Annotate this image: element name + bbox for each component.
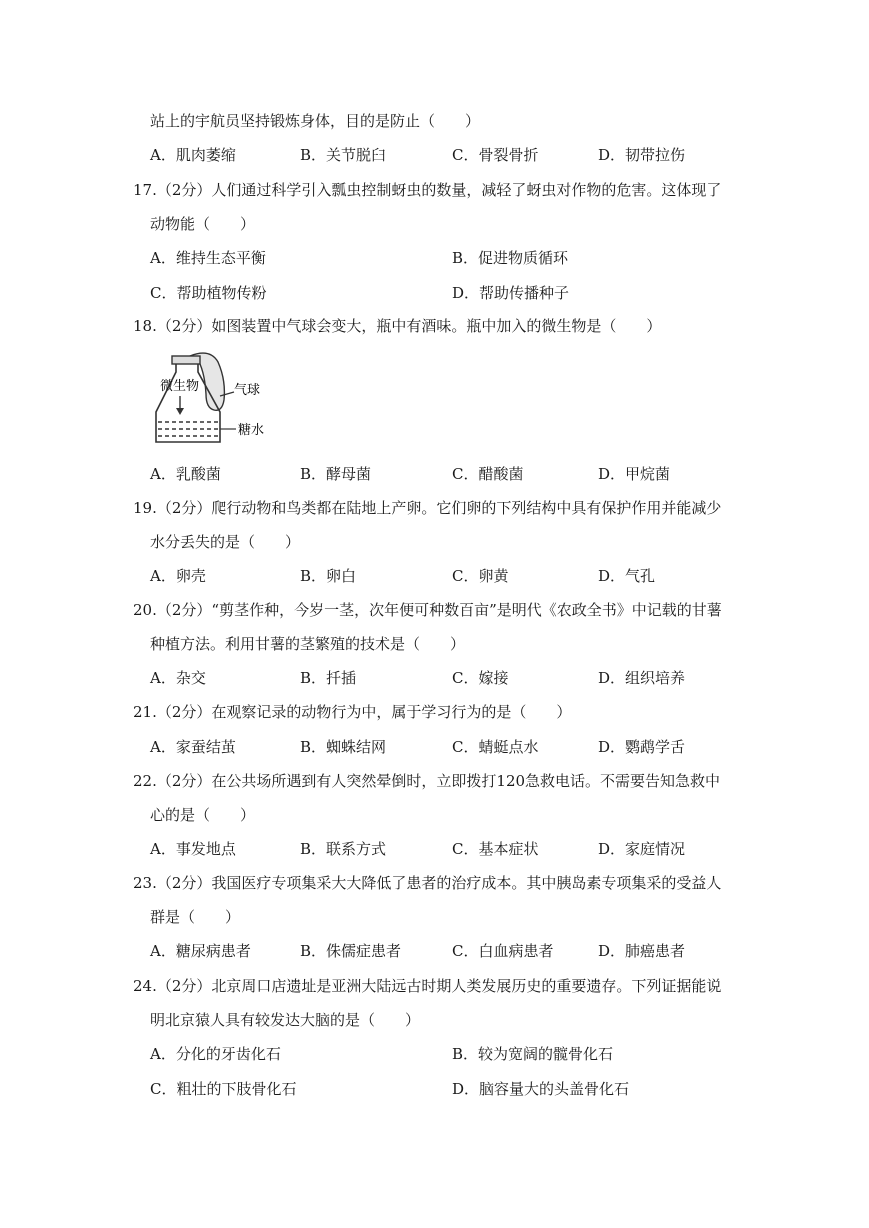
q20-stem-line2: 种植方法。利用甘薯的茎繁殖的技术是（ ） [150, 635, 466, 653]
q22-option-d: D．家庭情况 [598, 840, 686, 858]
q23-option-d: D．肺癌患者 [598, 942, 686, 960]
balloon-label: 气球 [234, 383, 261, 398]
fermentation-flask-figure [150, 350, 280, 450]
sugar-water-fill [158, 422, 218, 436]
q22-option-b: B．联系方式 [300, 840, 387, 858]
q20-option-c: C．嫁接 [452, 669, 509, 687]
q24-stem-line2: 明北京猿人具有较发达大脑的是（ ） [150, 1011, 421, 1029]
microbe-label: 微生物 [160, 379, 200, 394]
q24-stem-line1: 24.（2分）北京周口店遗址是亚洲大陆远古时期人类发展历史的重要遗存。下列证据能说 [133, 977, 722, 995]
q18-option-d: D．甲烷菌 [598, 465, 671, 483]
q16-option-a: A．肌肉萎缩 [150, 146, 236, 164]
q20-option-d: D．组织培养 [598, 669, 686, 687]
q17-option-c: C．帮助植物传粉 [150, 284, 267, 302]
q24-option-b: B．较为宽阔的髋骨化石 [452, 1045, 614, 1063]
q23-stem-line1: 23.（2分）我国医疗专项集采大大降低了患者的治疗成本。其中胰岛素专项集采的受益人 [133, 874, 722, 892]
q22-stem-line1: 22.（2分）在公共场所遇到有人突然晕倒时，立即拨打120急救电话。不需要告知急救中 [133, 772, 721, 790]
q19-option-d: D．气孔 [598, 567, 656, 585]
q22-option-c: C．基本症状 [452, 840, 539, 858]
q19-stem-line1: 19.（2分）爬行动物和鸟类都在陆地上产卵。它们卵的下列结构中具有保护作用并能减少 [133, 499, 722, 517]
q17-stem-line1: 17.（2分）人们通过科学引入瓢虫控制蚜虫的数量，减轻了蚜虫对作物的危害。这体现了 [133, 181, 722, 199]
q17-option-a: A．维持生态平衡 [150, 249, 266, 267]
q22-option-a: A．事发地点 [150, 840, 236, 858]
q24-option-a: A．分化的牙齿化石 [150, 1045, 281, 1063]
q23-option-c: C．白血病患者 [452, 942, 554, 960]
q17-stem-line2: 动物能（ ） [150, 215, 256, 233]
q21-option-b: B．蜘蛛结网 [300, 738, 387, 756]
q21-option-a: A．家蚕结茧 [150, 738, 236, 756]
q21-option-c: C．蜻蜓点水 [452, 738, 539, 756]
q16-stem: 站上的宇航员坚持锻炼身体，目的是防止（ ） [150, 112, 481, 130]
flask-diagram [150, 350, 280, 450]
q16-option-c: C．骨裂骨折 [452, 146, 539, 164]
sugar-water-label: 糖水 [238, 423, 265, 438]
q20-stem-line1: 20.（2分）“剪茎作种，今岁一茎，次年便可种数百亩”是明代《农政全书》中记载的甘薯 [133, 601, 722, 619]
q23-option-a: A．糖尿病患者 [150, 942, 251, 960]
q19-option-a: A．卵壳 [150, 567, 206, 585]
q20-option-a: A．杂交 [150, 669, 206, 687]
microbe-arrowhead [176, 408, 184, 415]
q19-stem-line2: 水分丢失的是（ ） [150, 533, 301, 551]
q24-option-c: C．粗壮的下肢骨化石 [150, 1080, 297, 1098]
q17-option-b: B．促进物质循环 [452, 249, 569, 267]
q21-stem: 21.（2分）在观察记录的动物行为中，属于学习行为的是（ ） [133, 703, 572, 721]
flask-mouth [172, 356, 200, 364]
q16-option-b: B．关节脱臼 [300, 146, 387, 164]
q24-option-d: D．脑容量大的头盖骨化石 [452, 1080, 630, 1098]
q21-option-d: D．鹦鹉学舌 [598, 738, 686, 756]
q23-stem-line2: 群是（ ） [150, 908, 241, 926]
q20-option-b: B．扦插 [300, 669, 357, 687]
q22-stem-line2: 心的是（ ） [150, 806, 256, 824]
q18-stem: 18.（2分）如图装置中气球会变大，瓶中有酒味。瓶中加入的微生物是（ ） [133, 317, 662, 335]
q23-option-b: B．侏儒症患者 [300, 942, 402, 960]
q18-option-c: C．醋酸菌 [452, 465, 524, 483]
q18-option-b: B．酵母菌 [300, 465, 372, 483]
q19-option-b: B．卵白 [300, 567, 357, 585]
q19-option-c: C．卵黄 [452, 567, 509, 585]
q16-option-d: D．韧带拉伤 [598, 146, 686, 164]
q17-option-d: D．帮助传播种子 [452, 284, 570, 302]
q18-option-a: A．乳酸菌 [150, 465, 221, 483]
